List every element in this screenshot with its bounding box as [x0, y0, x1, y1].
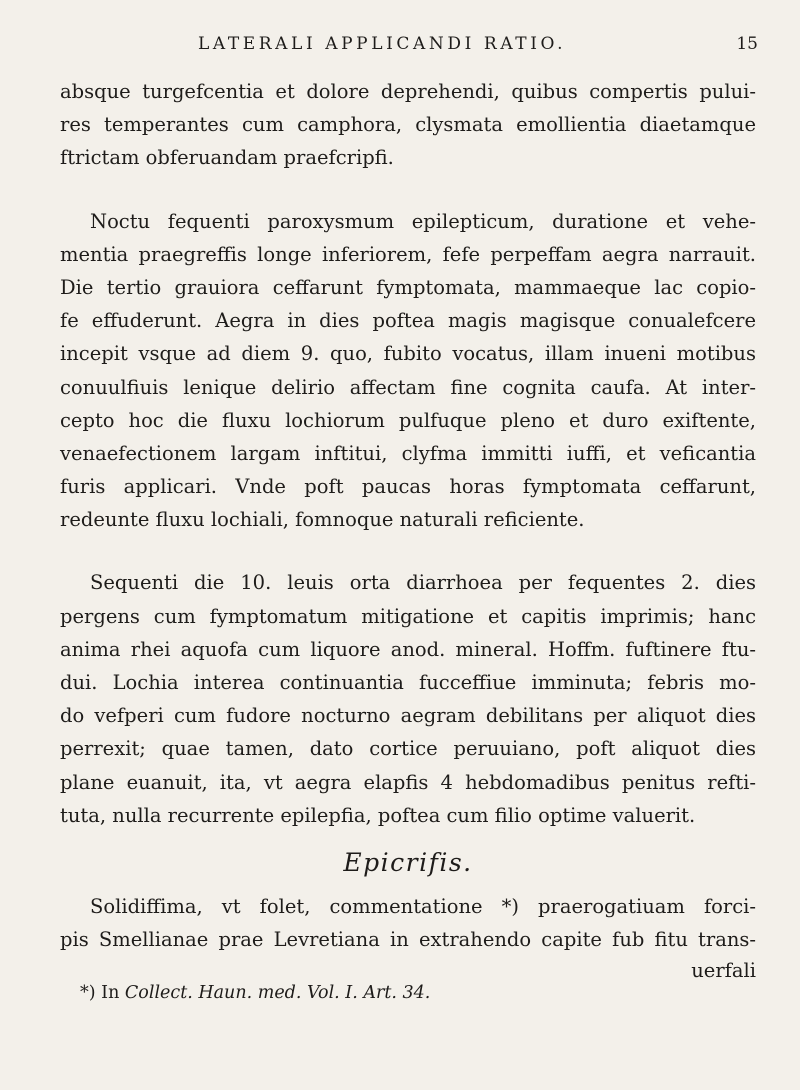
- text-line: incepit vsque ad diem 9. quo, fubito vocatus, illam inueni motibus: [60, 342, 756, 366]
- text-line: plane euanuit, ita, vt aegra elapfis 4 hebdomadibus penitus refti-: [60, 770, 756, 794]
- text-line: dui. Lochia interea continuantia fucceffiue imminuta; febris mo-: [60, 671, 756, 694]
- text-line: Sequenti die 10. leuis orta diarrhoea per fequentes 2. dies: [90, 571, 756, 595]
- text-line: redeunte fluxu lochiali, fomnoque naturali reficiente.: [60, 508, 585, 532]
- text-line: conuulfiuis lenique delirio affectam fine cognita caufa. At inter-: [60, 375, 756, 399]
- page-number: 15: [736, 34, 758, 54]
- paragraph-2: [60, 205, 756, 537]
- text-line: fe effuderunt. Aegra in dies poftea magis magisque conualefcere: [60, 309, 756, 333]
- text-line: anima rhei aquofa cum liquore anod. mineral. Hoffm. fuftinere ftu-: [60, 637, 756, 661]
- footnote: [60, 980, 756, 1006]
- text-line: mentia praegreffis longe inferiorem, fefe perpeffam aegra narrauit.: [60, 242, 756, 266]
- paragraph-3: [60, 566, 756, 832]
- footnote-mark: *): [80, 983, 96, 1004]
- footnote-reference: Collect. Haun. med. Vol. I. Art. 34.: [124, 983, 431, 1004]
- running-title: LATERALI APPLICANDI RATIO.: [198, 34, 567, 54]
- text-line: perrexit; quae tamen, dato cortice peruuiano, poft aliquot dies: [60, 737, 756, 761]
- text-line: Die tertio grauiora ceffarunt fymptomata, mammaeque lac copio-: [60, 275, 756, 299]
- text-line: res temperantes cum camphora, clysmata emollientia diaetamque: [60, 113, 756, 137]
- body-text: [60, 75, 756, 1006]
- text-line: absque turgefcentia et dolore deprehendi, quibus compertis pului-: [60, 80, 756, 103]
- page-header: [0, 30, 800, 70]
- text-line: do vefperi cum fudore nocturno aegram debilitans per aliquot dies: [60, 704, 756, 728]
- text-line: Noctu fequenti paroxysmum epilepticum, duratione et vehe-: [90, 209, 756, 233]
- text-line: cepto hoc die fluxu lochiorum pulfuque pleno et duro exiftente,: [60, 408, 756, 432]
- text-line: pergens cum fymptomatum mitigatione et capitis imprimis; hanc: [60, 604, 756, 628]
- paragraph-1: [60, 75, 756, 175]
- paragraph-epicrisis: [60, 890, 756, 986]
- text-line: furis applicari. Vnde poft paucas horas fymptomata ceffarunt,: [60, 475, 756, 499]
- text-line: pis Smellianae prae Levretiana in extrahendo capite fub fitu trans-: [60, 928, 756, 952]
- footnote-prefix: In: [101, 983, 120, 1004]
- text-line: venaefectionem largam inftitui, clyfma immitti iuffi, et veficantia: [60, 441, 756, 465]
- text-line: ftrictam obferuandam praefcripfi.: [60, 146, 394, 170]
- section-heading: Epicrifis.: [343, 847, 473, 877]
- text-line: tuta, nulla recurrente epilepfia, poftea cum filio optime valuerit.: [60, 803, 696, 827]
- text-line: Solidiffima, vt folet, commentatione *) praerogatiuam forci-: [90, 894, 756, 918]
- catchword: uerfali: [691, 959, 756, 983]
